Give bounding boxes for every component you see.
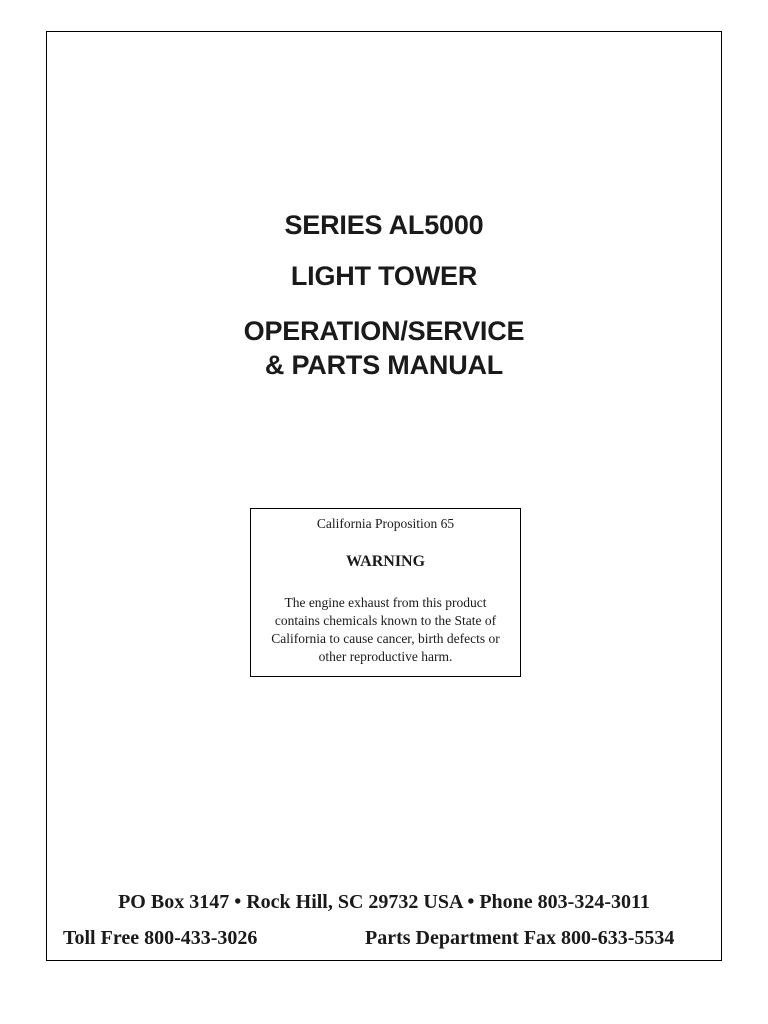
warning-body-line: other reproductive harm. (318, 649, 453, 664)
warning-label: WARNING (345, 553, 426, 570)
footer-parts-fax: Parts Department Fax 800-633-5534 (365, 927, 675, 949)
warning-body-line: contains chemicals known to the State of (274, 613, 497, 628)
warning-body-line: The engine exhaust from this product (284, 595, 487, 610)
warning-body-line: California to cause cancer, birth defects or (271, 631, 500, 646)
page-border (46, 31, 722, 961)
footer-address: PO Box 3147 • Rock Hill, SC 29732 USA • Phone 803-324-3011 (118, 891, 650, 913)
title-manual-type: OPERATION/SERVICE (243, 316, 525, 346)
prop65-warning-box (250, 508, 521, 677)
title-manual-parts: & PARTS MANUAL (264, 350, 504, 380)
warning-heading: California Proposition 65 (316, 516, 455, 531)
title-product: LIGHT TOWER (290, 261, 478, 291)
warning-body (251, 594, 520, 666)
footer-toll-free: Toll Free 800-433-3026 (63, 927, 258, 949)
title-series: SERIES AL5000 (284, 210, 484, 240)
